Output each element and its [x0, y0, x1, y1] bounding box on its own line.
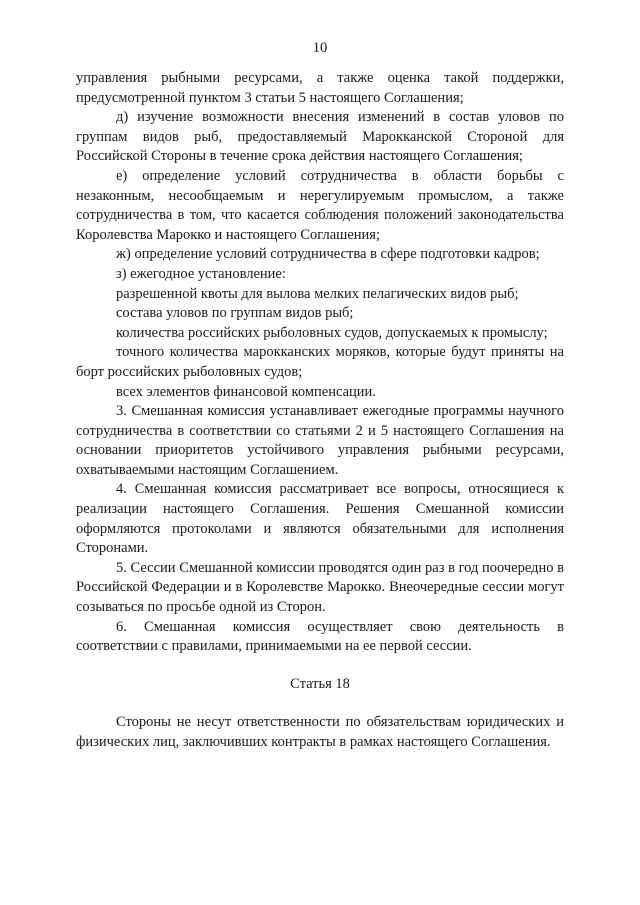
paragraph-item-zh: ж) определение условий сотрудничества в сфере подготовки кадров;: [116, 246, 540, 263]
paragraph-subitem-vessels: количества российских рыболовных судов, допускаемых к промыслу;: [116, 324, 548, 341]
article-text: Стороны не несут ответственности по обязательствам юридических и физических лиц, заключивших контракты в рамках настоящего Соглашения.: [76, 714, 564, 750]
paragraph-subitem-quota: разрешенной квоты для вылова мелких пелагических видов рыб;: [116, 285, 519, 302]
page-number: 10: [312, 40, 328, 56]
article-title: Статья 18: [290, 675, 350, 692]
document-body: [76, 69, 564, 753]
paragraph-item-z: з) ежегодное установление:: [116, 265, 286, 282]
paragraph-clause-6: 6. Смешанная комиссия осуществляет свою деятельность в соответствии с правилами, принимаемыми на ее первой сессии.: [76, 618, 564, 655]
paragraph-clause-3: 3. Смешанная комиссия устанавливает ежегодные программы научного сотрудничества в соответствии со статьями 2 и 5 настоящего Соглашения на основании приоритетов устойчивого управления рыбными ресурсами, охватываемыми настоящим Соглашением.: [76, 403, 564, 478]
paragraph-subitem-catch: состава уловов по группам видов рыб;: [116, 305, 354, 322]
paragraph-subitem-sailors: точного количества марокканских моряков, которые будут приняты на борт российских рыболовных судов;: [76, 344, 564, 380]
paragraph-subitem-compensation: всех элементов финансовой компенсации.: [116, 383, 376, 400]
paragraph-clause-5: 5. Сессии Смешанной комиссии проводятся один раз в год поочередно в Российской Федерации и в Королевстве Марокко. Внеочередные сессии могут созываться по просьбе одной из Сторон.: [76, 559, 564, 616]
paragraph-item-e: е) определение условий сотрудничества в области борьбы с незаконным, несообщаемым и нерегулируемым промыслом, а также сотрудничества в том, что касается соблюдения положений законодательства Королевства Марокко и настоящего Соглашения;: [76, 167, 564, 243]
paragraph-item-d: д) изучение возможности внесения изменений в состав уловов по группам видов рыб, предоставляемый Марокканской Стороной для Российской Стороны в течение срока действия настоящего Соглашения;: [76, 109, 564, 165]
paragraph-continuation: управления рыбными ресурсами, а также оценка такой поддержки, предусмотренной пунктом 3 статьи 5 настоящего Соглашения;: [76, 70, 564, 106]
paragraph-clause-4: 4. Смешанная комиссия рассматривает все вопросы, относящиеся к реализации настоящего Соглашения. Решения Смешанной комиссии оформляются протоколами и являются обязательными для исполнения Сторонами.: [76, 481, 564, 557]
